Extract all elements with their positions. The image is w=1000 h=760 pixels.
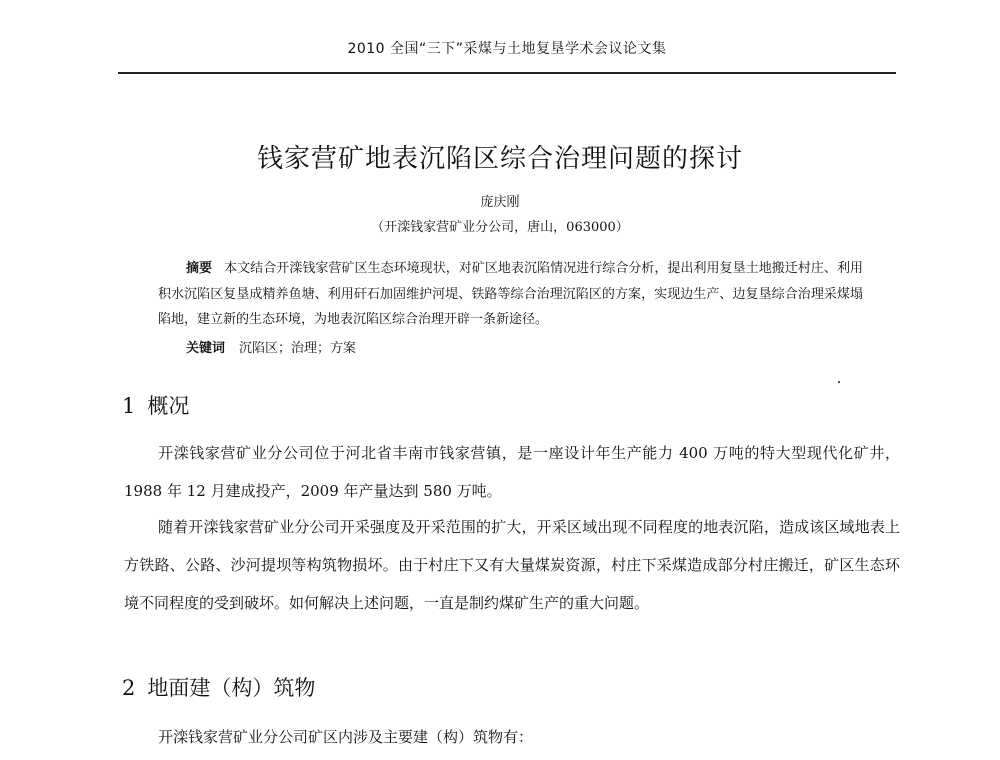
section-1-paragraph-2: 随着开滦钱家营矿业分公司开采强度及开采范围的扩大，开采区域出现不同程度的地表沉陷，造成该区域地表上方铁路、公路、沙河提坝等构筑物损坏。由于村庄下又有大量煤炭资源，村庄下采煤造成部分村庄搬迁，矿区生态环境不同程度的受到破坏。如何解决上述问题，一直是制约煤矿生产的重大问题。 (124, 518, 900, 612)
section-number: 2 (122, 676, 136, 700)
abstract-text: 本文结合开滦钱家营矿区生态环境现状，对矿区地表沉陷情况进行综合分析，提出利用复垦土地搬迁村庄、利用积水沉陷区复垦成精养鱼塘、利用矸石加固维护河堤、铁路等综合治理沉陷区的方案，实现边生产、边复垦综合治理采煤塌陷地，建立新的生态环境，为地表沉陷区综合治理开辟一条新途径。 (158, 261, 863, 327)
section-1-paragraph-1: 开滦钱家营矿业分公司位于河北省丰南市钱家营镇，是一座设计年生产能力 400 万吨的特大型现代化矿井，1988 年 12 月建成投产，2009 年产量达到 580 万吨。 (124, 444, 900, 500)
abstract (158, 256, 863, 333)
section-heading-2 (122, 674, 722, 702)
section-number: 1 (122, 394, 136, 418)
author-name: 庞庆刚 (480, 195, 520, 210)
scan-speck (838, 381, 840, 383)
section-title: 概况 (147, 394, 190, 418)
section-heading-1 (122, 392, 722, 420)
abstract-label: 摘要 (186, 261, 213, 276)
header-rule (118, 72, 896, 74)
keywords-label: 关键词 (186, 341, 226, 356)
running-header: 2010 全国“三下”采煤与土地复垦学术会议论文集 (347, 41, 667, 57)
paper-title: 钱家营矿地表沉陷区综合治理问题的探讨 (256, 144, 743, 174)
keywords (186, 339, 866, 359)
section-2-paragraph-1: 开滦钱家营矿业分公司矿区内涉及主要建（构）筑物有： (158, 728, 534, 746)
section-title: 地面建（构）筑物 (147, 676, 316, 700)
author-affiliation: （开滦钱家营矿业分公司，唐山，063000） (371, 220, 629, 235)
keywords-text: 沉陷区；治理；方案 (239, 341, 357, 356)
